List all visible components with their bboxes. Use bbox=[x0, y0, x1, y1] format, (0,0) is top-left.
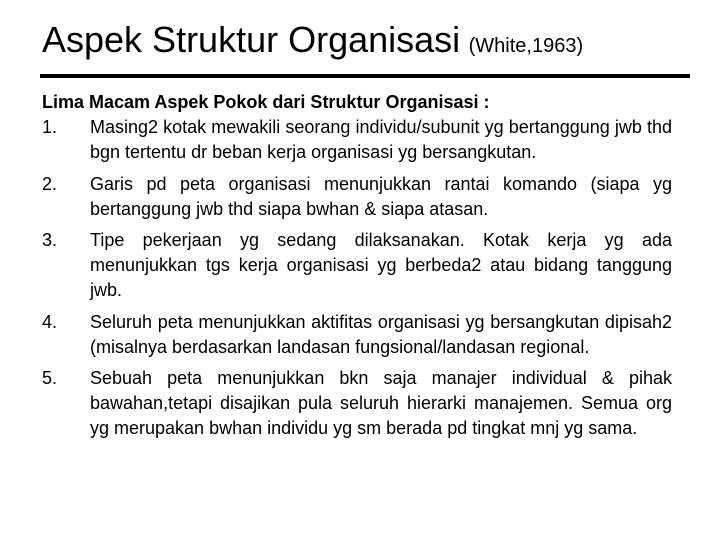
title-main: Aspek Struktur Organisasi bbox=[42, 19, 461, 60]
slide-title bbox=[42, 19, 584, 60]
title-underline bbox=[40, 74, 690, 78]
item-text: Sebuah peta menunjukkan bkn saja manajer individual & pihak bawahan,tetapi disajikan pula seluruh hierarki manajemen. Semua org yg merupakan bwhan individu yg sm berada pd tingkat mnj yg sama. bbox=[90, 368, 672, 439]
list-item bbox=[42, 115, 672, 165]
item-number: 4. bbox=[42, 311, 58, 332]
list-item bbox=[42, 310, 672, 360]
item-text: Seluruh peta menunjukkan aktifitas organisasi yg bersangkutan dipisah2 (misalnya berdasarkan landasan fungsional/landasan regional. bbox=[90, 311, 672, 357]
item-number: 2. bbox=[42, 173, 58, 194]
item-number: 1. bbox=[42, 117, 58, 138]
item-text: Tipe pekerjaan yg sedang dilaksanakan. Kotak kerja yg ada menunjukkan tgs kerja organisasi yg berbeda2 atau bidang tanggung jwb. bbox=[90, 230, 672, 301]
list-item bbox=[42, 228, 672, 304]
item-text: Garis pd peta organisasi menunjukkan rantai komando (siapa yg bertanggung jwb thd siapa bwhan & siapa atasan. bbox=[90, 173, 672, 219]
title-citation: (White,1963) bbox=[468, 35, 584, 57]
section-heading: Lima Macam Aspek Pokok dari Struktur Organisasi : bbox=[42, 92, 490, 112]
list-item bbox=[42, 366, 672, 442]
item-text: Masing2 kotak mewakili seorang individu/subunit yg bertanggung jwb thd bgn tertentu dr beban kerja organisasi yg bersangkutan. bbox=[90, 117, 672, 163]
item-number: 3. bbox=[42, 230, 58, 251]
content-body bbox=[42, 90, 672, 442]
item-number: 5. bbox=[42, 368, 58, 389]
list-item bbox=[42, 172, 672, 222]
